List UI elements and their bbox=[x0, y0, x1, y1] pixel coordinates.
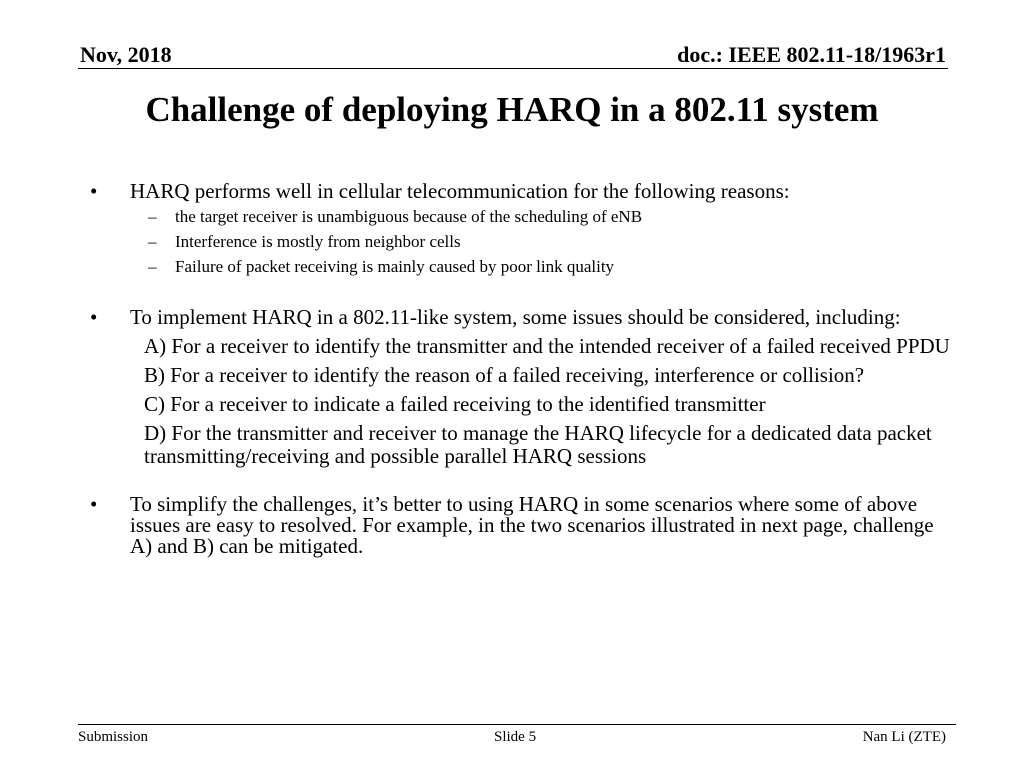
header-divider bbox=[78, 68, 948, 69]
bullet-item bbox=[90, 306, 950, 329]
bullet-text: To implement HARQ in a 802.11-like system, some issues should be considered, including: bbox=[130, 305, 901, 329]
dash-marker: – bbox=[148, 207, 157, 226]
sub-bullet-text: the target receiver is unambiguous because of the scheduling of eNB bbox=[175, 207, 643, 226]
footer-submission: Submission bbox=[78, 729, 149, 745]
dash-marker: – bbox=[148, 232, 157, 251]
bullet-text: HARQ performs well in cellular telecommunication for the following reasons: bbox=[130, 179, 790, 203]
sub-bullet-text: Failure of packet receiving is mainly caused by poor link quality bbox=[175, 257, 615, 276]
sub-bullet-item bbox=[90, 206, 950, 228]
challenge-paragraph: C) For a receiver to indicate a failed receiving to the identified transmitter bbox=[144, 392, 766, 416]
footer-slide-number: Slide 5 bbox=[494, 729, 537, 745]
sub-bullet-item bbox=[90, 256, 950, 278]
header-doc-id: doc.: IEEE 802.11-18/1963r1 bbox=[677, 42, 946, 67]
slide-title: Challenge of deploying HARQ in a 802.11 system bbox=[145, 90, 879, 129]
header-date: Nov, 2018 bbox=[80, 42, 172, 67]
dash-marker: – bbox=[148, 257, 157, 276]
bullet-marker: • bbox=[90, 305, 98, 329]
challenge-paragraph: A) For a receiver to identify the transmitter and the intended receiver of a failed received PPDU bbox=[144, 334, 950, 358]
bullet-item bbox=[90, 180, 950, 203]
bullet-text: To simplify the challenges, it’s better to using HARQ in some scenarios where some of above issues are easy to resolved. For example, in the two scenarios illustrated in next page, challenge A) and B) can be mitigated. bbox=[130, 492, 934, 558]
spacer bbox=[90, 468, 950, 494]
slide-body bbox=[90, 180, 950, 557]
sub-bullet-text: Interference is mostly from neighbor cells bbox=[175, 232, 461, 251]
bullet-item bbox=[90, 494, 950, 557]
footer-divider bbox=[78, 724, 956, 725]
footer-author: Nan Li (ZTE) bbox=[862, 729, 946, 745]
bullet-marker: • bbox=[90, 492, 98, 516]
spacer bbox=[90, 278, 950, 306]
challenge-paragraph: D) For the transmitter and receiver to manage the HARQ lifecycle for a dedicated data packet transmitting/receiving and possible parallel HARQ sessions bbox=[144, 421, 932, 468]
bullet-marker: • bbox=[90, 179, 98, 203]
sub-bullet-item bbox=[90, 231, 950, 253]
challenge-paragraph: B) For a receiver to identify the reason of a failed receiving, interference or collision? bbox=[144, 363, 865, 387]
